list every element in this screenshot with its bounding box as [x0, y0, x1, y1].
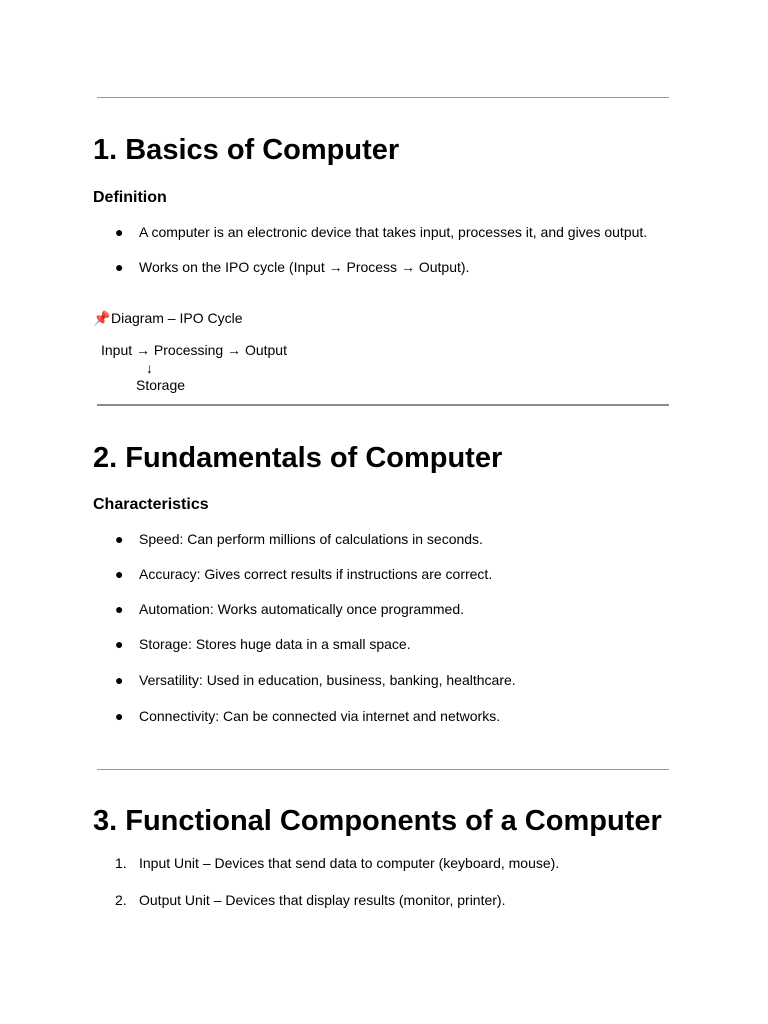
list-item-text: A computer is an electronic device that takes input, processes it, and gives output.	[139, 224, 648, 240]
bullet-icon: ●	[115, 636, 124, 652]
section1-subheading: Definition	[93, 189, 167, 206]
bullet-icon: ●	[115, 601, 124, 617]
bullet-icon: ●	[115, 531, 124, 547]
section3-title: 3. Functional Components of a Computer	[93, 805, 662, 837]
diagram-caption	[93, 309, 242, 327]
bullet-icon: ●	[115, 259, 124, 275]
list-item-text: Storage: Stores huge data in a small space.	[139, 636, 411, 652]
bullet-icon: ●	[115, 224, 124, 240]
bullet-icon: ●	[115, 708, 124, 724]
list-item-number: 2.	[115, 892, 127, 908]
divider-section2	[97, 404, 669, 406]
diagram-title: Diagram – IPO Cycle	[111, 310, 243, 326]
list-item-text: Input Unit – Devices that send data to computer (keyboard, mouse).	[139, 855, 560, 871]
list-item-text: Automation: Works automatically once programmed.	[139, 601, 464, 617]
bullet-icon: ●	[115, 566, 124, 582]
divider-top	[97, 97, 669, 98]
list-item-text: Versatility: Used in education, business, banking, healthcare.	[139, 672, 516, 688]
section1-title: 1. Basics of Computer	[93, 134, 400, 166]
down-arrow-icon: ↓	[146, 360, 153, 376]
bullet-icon: ●	[115, 672, 124, 688]
section2-subheading: Characteristics	[93, 496, 209, 513]
list-item-number: 1.	[115, 855, 127, 871]
list-item-text: Works on the IPO cycle (Input → Process → Output).	[139, 259, 470, 275]
divider-section3	[97, 769, 669, 770]
list-item-text: Speed: Can perform millions of calculations in seconds.	[139, 531, 483, 547]
diagram-flow-line: Input → Processing → Output	[101, 342, 287, 358]
section2-title: 2. Fundamentals of Computer	[93, 442, 503, 474]
pushpin-icon: 📌	[93, 310, 111, 326]
diagram-storage-label: Storage	[136, 377, 186, 393]
list-item-text: Accuracy: Gives correct results if instructions are correct.	[139, 566, 493, 582]
list-item-text: Output Unit – Devices that display results (monitor, printer).	[139, 892, 506, 908]
list-item-text: Connectivity: Can be connected via internet and networks.	[139, 708, 501, 724]
